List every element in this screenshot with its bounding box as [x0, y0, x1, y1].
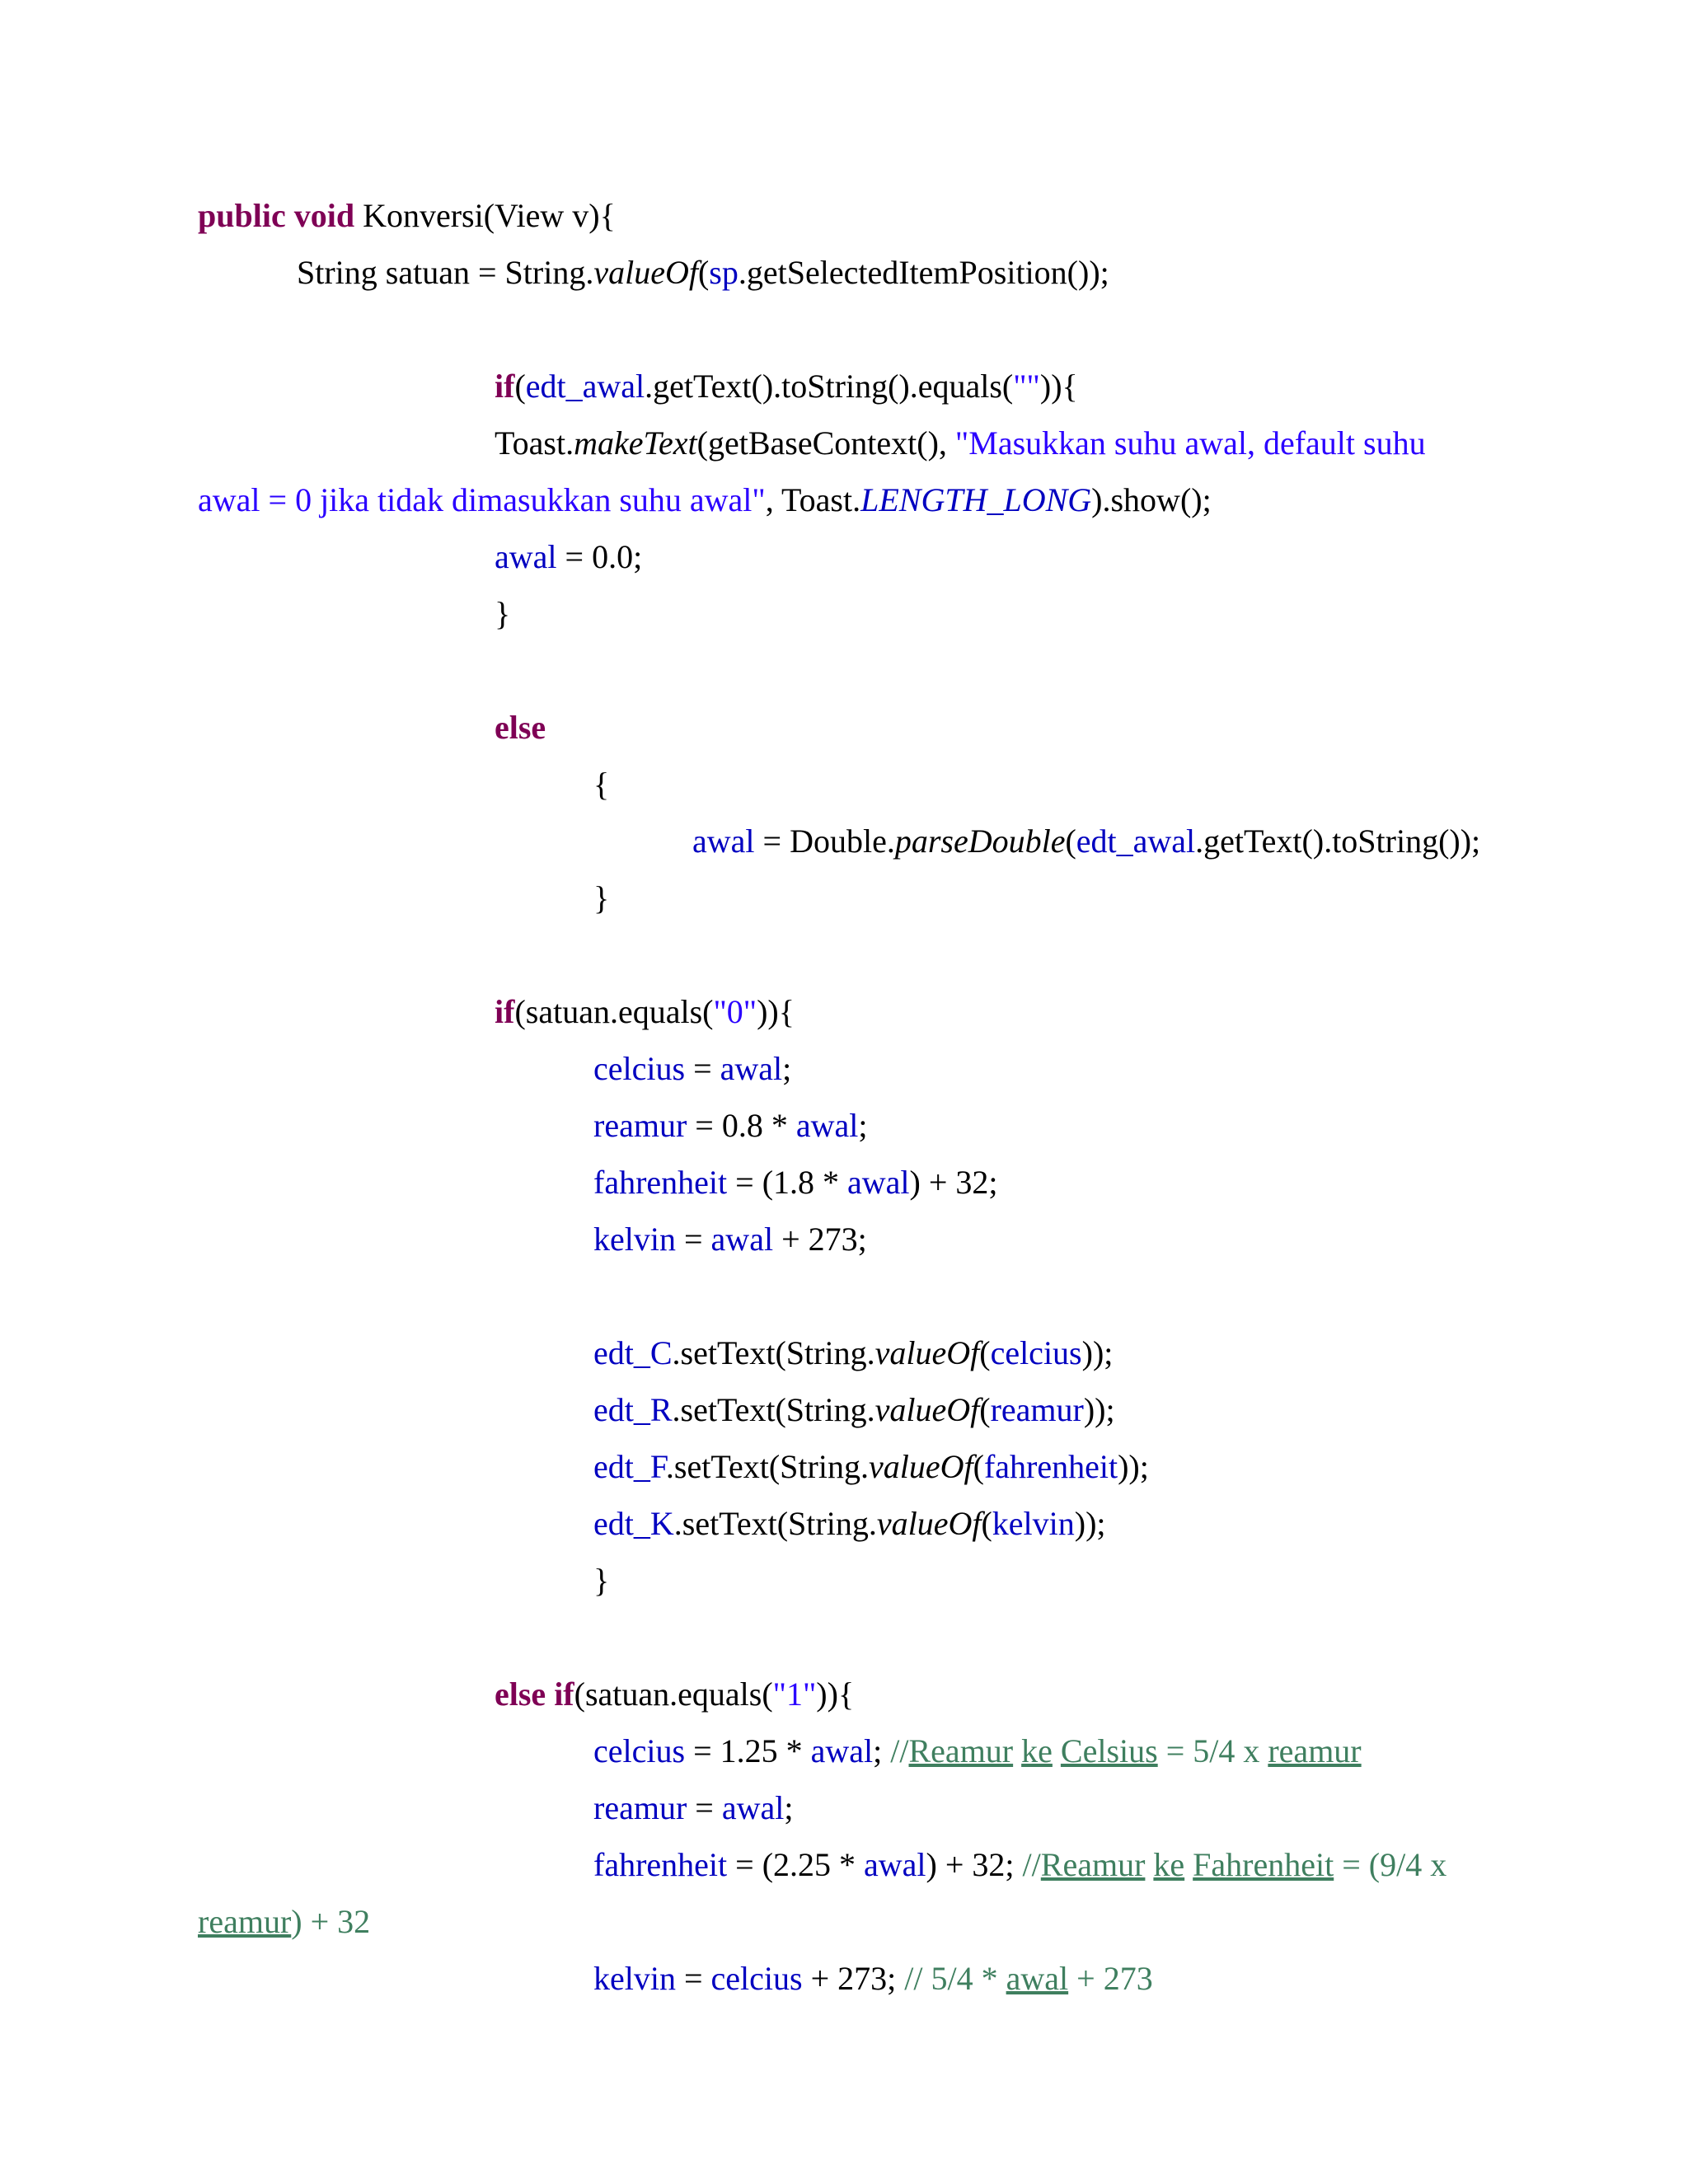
code-line: } — [593, 1562, 610, 1599]
code-line: awal = 0 jika tidak dimasukkan suhu awal", Toast.LENGTH_LONG).show(); — [198, 481, 1212, 518]
code-line: fahrenheit = (2.25 * awal) + 32; //Reamur ke Fahrenheit = (9/4 x — [593, 1846, 1447, 1883]
code-line: Toast.makeText(getBaseContext(), "Masukkan suhu awal, default suhu — [495, 424, 1426, 462]
code-line: } — [495, 595, 511, 632]
code-line: edt_K.setText(String.valueOf(kelvin)); — [593, 1505, 1106, 1542]
code-line: if(satuan.equals("0")){ — [495, 993, 795, 1030]
code-line: celcius = 1.25 * awal; //Reamur ke Celsius = 5/4 x reamur — [593, 1732, 1362, 1769]
code-line: kelvin = celcius + 273; // 5/4 * awal + 273 — [593, 1960, 1153, 1997]
code-line: if(edt_awal.getText().toString().equals("")){ — [495, 368, 1078, 405]
code-line: reamur = 0.8 * awal; — [593, 1107, 868, 1144]
code-line: } — [593, 879, 610, 916]
code-line: reamur) + 32 — [198, 1903, 371, 1940]
code-line: public void Konversi(View v){ — [198, 197, 616, 234]
code-line: String satuan = String.valueOf(sp.getSelectedItemPosition()); — [297, 254, 1109, 291]
code-line: kelvin = awal + 273; — [593, 1221, 867, 1258]
code-line: awal = 0.0; — [495, 538, 643, 575]
code-line: fahrenheit = (1.8 * awal) + 32; — [593, 1164, 998, 1201]
code-line: reamur = awal; — [593, 1789, 794, 1826]
code-line: edt_C.setText(String.valueOf(celcius)); — [593, 1334, 1114, 1371]
code-line: else — [495, 709, 546, 746]
code-line: { — [593, 766, 610, 803]
code-line: celcius = awal; — [593, 1050, 792, 1087]
code-line: awal = Double.parseDouble(edt_awal.getText().toString()); — [692, 823, 1481, 860]
code-line: else if(satuan.equals("1")){ — [495, 1675, 855, 1713]
code-line: edt_F.setText(String.valueOf(fahrenheit)); — [593, 1448, 1149, 1485]
code-line: edt_R.setText(String.valueOf(reamur)); — [593, 1391, 1115, 1428]
